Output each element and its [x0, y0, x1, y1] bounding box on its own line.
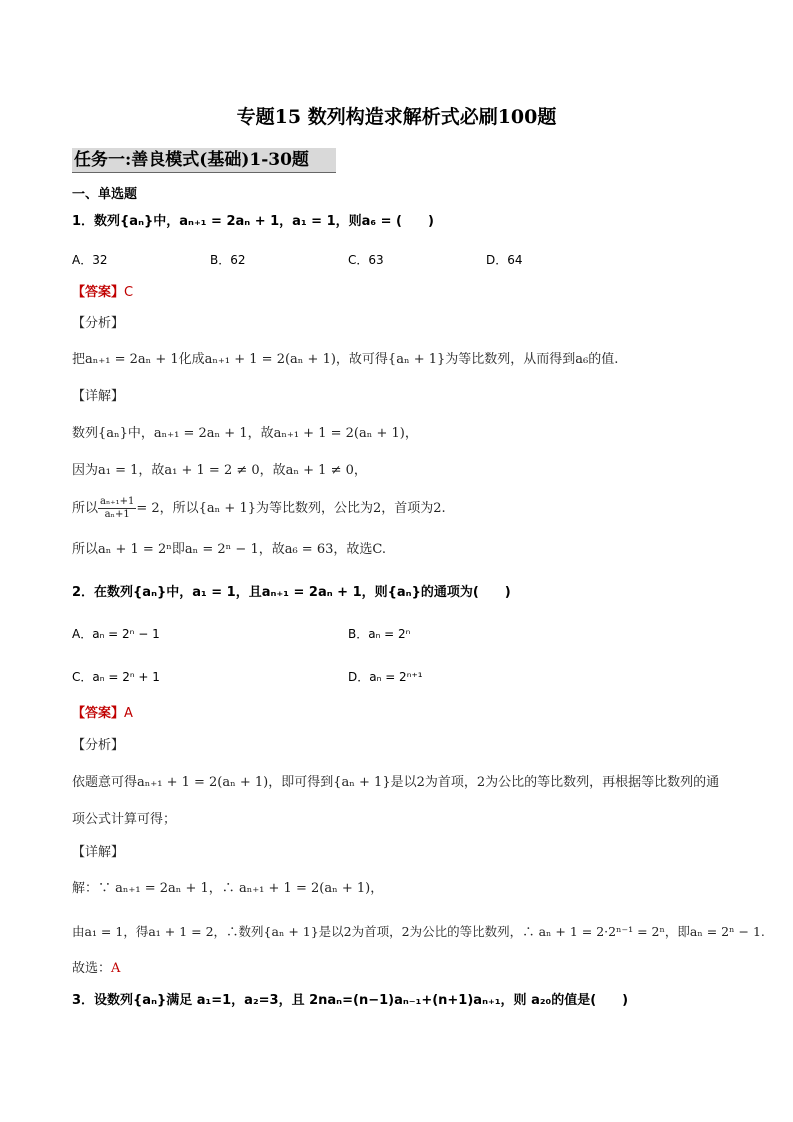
q1-option-d: D．64: [486, 253, 523, 267]
answer-value: C: [124, 285, 134, 300]
q1-option-c: C．63: [348, 253, 384, 267]
q1-detail-line-4: 所以aₙ + 1 = 2ⁿ即aₙ = 2ⁿ − 1，故a₆ = 63，故选C.: [72, 542, 386, 557]
q2-detail-line-2: 由a₁ = 1，得a₁ + 1 = 2，∴数列{aₙ + 1}是以2为首项，2为公比的等比数列，∴ aₙ + 1 = 2·2ⁿ⁻¹ = 2ⁿ，即aₙ = 2ⁿ − 1.: [72, 924, 765, 939]
detail-prefix: 故选：: [72, 961, 112, 976]
q2-detail-label: 【详解】: [72, 845, 125, 860]
answer-label: 【答案】: [72, 706, 125, 721]
detail-suffix: = 2，所以{aₙ + 1}为等比数列，公比为2，首项为2.: [136, 501, 446, 516]
q1-analysis: 把aₙ₊₁ = 2aₙ + 1化成aₙ₊₁ + 1 = 2(aₙ + 1)，故可得{aₙ + 1}为等比数列，从而得到a₆的值.: [72, 352, 619, 367]
q2-option-a: A．aₙ = 2ⁿ − 1: [72, 627, 160, 641]
fraction-numerator: aₙ₊₁+1: [100, 496, 135, 507]
section-heading: 一、单选题: [72, 187, 138, 202]
q1-option-a: A．32: [72, 253, 108, 267]
q1-detail-line-1: 数列{aₙ}中，aₙ₊₁ = 2aₙ + 1，故aₙ₊₁ + 1 = 2(aₙ + 1)，: [72, 426, 418, 441]
q2-detail-line-3: [72, 959, 120, 979]
q1-detail-label: 【详解】: [72, 389, 125, 404]
q1-detail-line-2: 因为a₁ = 1，故a₁ + 1 = 2 ≠ 0，故aₙ + 1 ≠ 0，: [72, 463, 367, 478]
q2-detail-line-1: 解：∵ aₙ₊₁ = 2aₙ + 1，∴ aₙ₊₁ + 1 = 2(aₙ + 1)，: [72, 881, 384, 896]
q2-analysis-line-2: 项公式计算可得；: [72, 812, 177, 827]
fraction-denominator: aₙ+1: [104, 509, 130, 520]
q2-stem: 2．在数列{aₙ}中，a₁ = 1，且aₙ₊₁ = 2aₙ + 1，则{aₙ}的通项为( ): [72, 585, 511, 600]
q2-analysis-label: 【分析】: [72, 738, 125, 753]
page-title: 专题15 数列构造求解析式必刷100题: [236, 106, 557, 128]
q1-detail-line-3: [72, 496, 446, 522]
answer-value: A: [111, 961, 121, 976]
q1-stem: 1．数列{aₙ}中，aₙ₊₁ = 2aₙ + 1，a₁ = 1，则a₆ = ( ): [72, 214, 434, 229]
task-heading: 任务一:善良模式(基础)1-30题: [72, 148, 336, 173]
q1-answer: [72, 283, 133, 303]
q2-option-b: B．aₙ = 2ⁿ: [348, 627, 411, 641]
q1-analysis-label: 【分析】: [72, 316, 125, 331]
q3-stem: 3．设数列{aₙ}满足 a₁=1，a₂=3，且 2naₙ=(n−1)aₙ₋₁+(n+1)aₙ₊₁，则 a₂₀的值是( ): [72, 993, 629, 1008]
q2-option-c: C．aₙ = 2ⁿ + 1: [72, 670, 160, 684]
detail-prefix: 所以: [72, 501, 99, 516]
fraction: [98, 496, 136, 521]
q2-option-d: D．aₙ = 2ⁿ⁺¹: [348, 670, 423, 684]
q1-option-b: B．62: [210, 253, 246, 267]
answer-label: 【答案】: [72, 285, 125, 300]
q2-analysis-line-1: 依题意可得aₙ₊₁ + 1 = 2(aₙ + 1)，即可得到{aₙ + 1}是以2为首项，2为公比的等比数列，再根据等比数列的通: [72, 775, 720, 790]
answer-value: A: [124, 706, 133, 721]
q2-answer: [72, 704, 133, 724]
